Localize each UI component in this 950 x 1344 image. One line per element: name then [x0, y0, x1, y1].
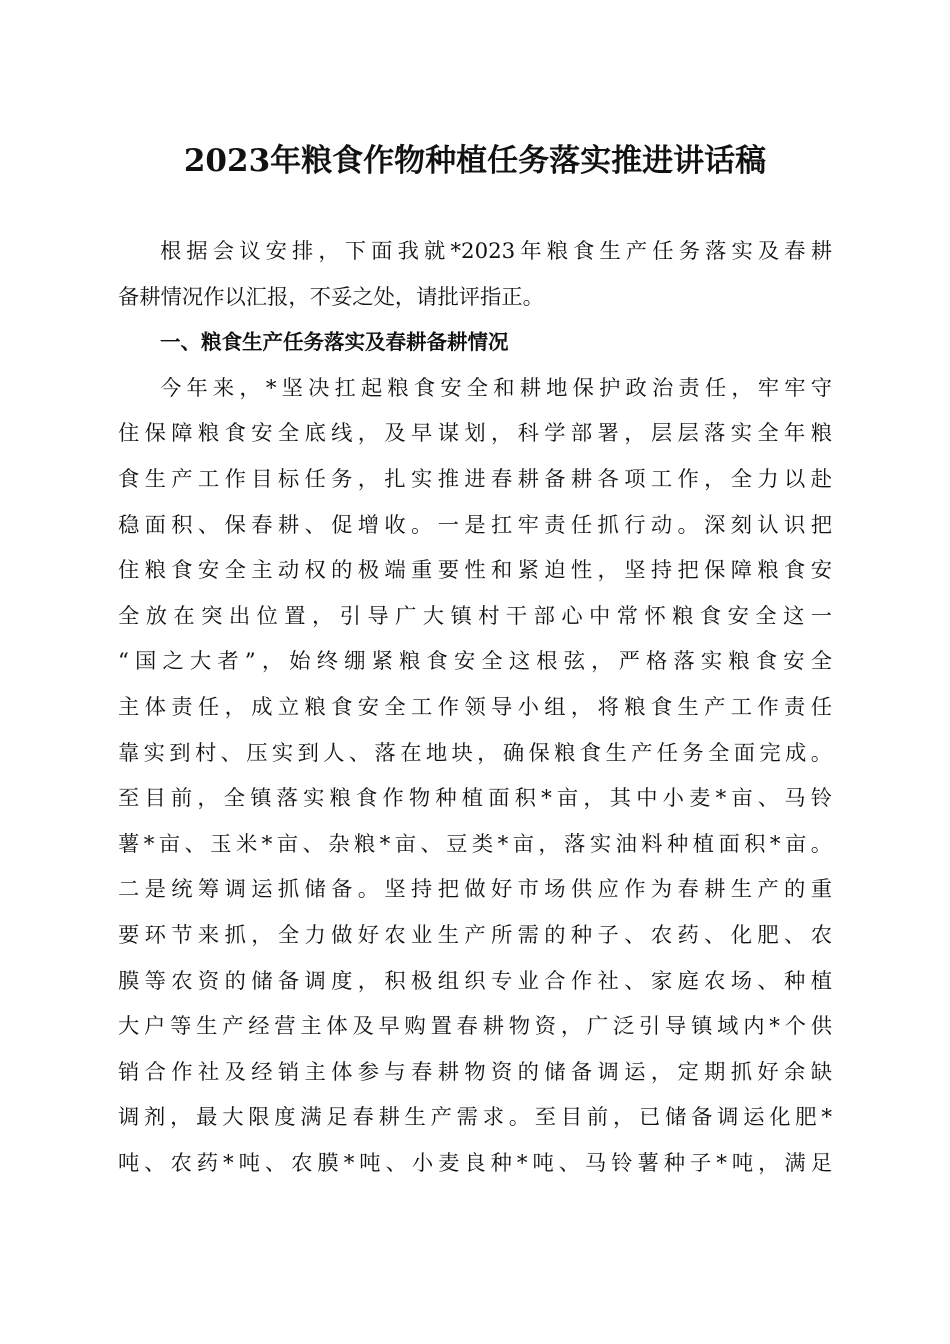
section-heading: 一、粮食生产任务落实及春耕备耕情况 [160, 330, 509, 355]
paragraph-line: 食生产工作目标任务，扎实推进春耕备耕各项工作，全力以赴 [118, 466, 832, 492]
paragraph-line: 全放在突出位置，引导广大镇村干部心中常怀粮食安全这一 [118, 603, 832, 629]
paragraph-line: 膜等农资的储备调度，积极组织专业合作社、家庭农场、种植 [118, 968, 832, 994]
paragraph-line: 今年来，*坚决扛起粮食安全和耕地保护政治责任，牢牢守 [160, 375, 832, 401]
paragraph-line: 调剂，最大限度满足春耕生产需求。至目前，已储备调运化肥* [118, 1105, 832, 1131]
paragraph-line: 主体责任，成立粮食安全工作领导小组，将粮食生产工作责任 [118, 694, 832, 720]
paragraph-line: 根据会议安排，下面我就*2023年粮食生产任务落实及春耕 [160, 239, 832, 264]
paragraph-line: 备耕情况作以汇报，不妥之处，请批评指正。 [118, 284, 544, 310]
paragraph-line: 住保障粮食安全底线，及早谋划，科学部署，层层落实全年粮 [118, 421, 832, 447]
paragraph-line: 销合作社及经销主体参与春耕物资的储备调运，定期抓好余缺 [118, 1059, 832, 1085]
document-title: 2023年粮食作物种植任务落实推进讲话稿 [183, 143, 767, 179]
paragraph-line: 二是统筹调运抓储备。坚持把做好市场供应作为春耕生产的重 [118, 877, 832, 903]
paragraph-line: 稳面积、保春耕、促增收。一是扛牢责任抓行动。深刻认识把 [118, 512, 832, 538]
paragraph-line: 要环节来抓，全力做好农业生产所需的种子、农药、化肥、农 [118, 922, 832, 948]
paragraph-line: 吨、农药*吨、农膜*吨、小麦良种*吨、马铃薯种子*吨，满足 [118, 1150, 832, 1176]
document-body [118, 229, 832, 1186]
paragraph-line: 至目前，全镇落实粮食作物种植面积*亩，其中小麦*亩、马铃 [118, 786, 832, 812]
paragraph-line: 大户等生产经营主体及早购置春耕物资，广泛引导镇域内*个供 [118, 1014, 832, 1040]
paragraph-line: 薯*亩、玉米*亩、杂粮*亩、豆类*亩，落实油料种植面积*亩。 [118, 831, 832, 857]
paragraph-line: 靠实到村、压实到人、落在地块，确保粮食生产任务全面完成。 [118, 740, 832, 766]
paragraph-line: 住粮食安全主动权的极端重要性和紧迫性，坚持把保障粮食安 [118, 558, 832, 584]
paragraph-line: “国之大者”，始终绷紧粮食安全这根弦，严格落实粮食安全 [118, 649, 832, 675]
